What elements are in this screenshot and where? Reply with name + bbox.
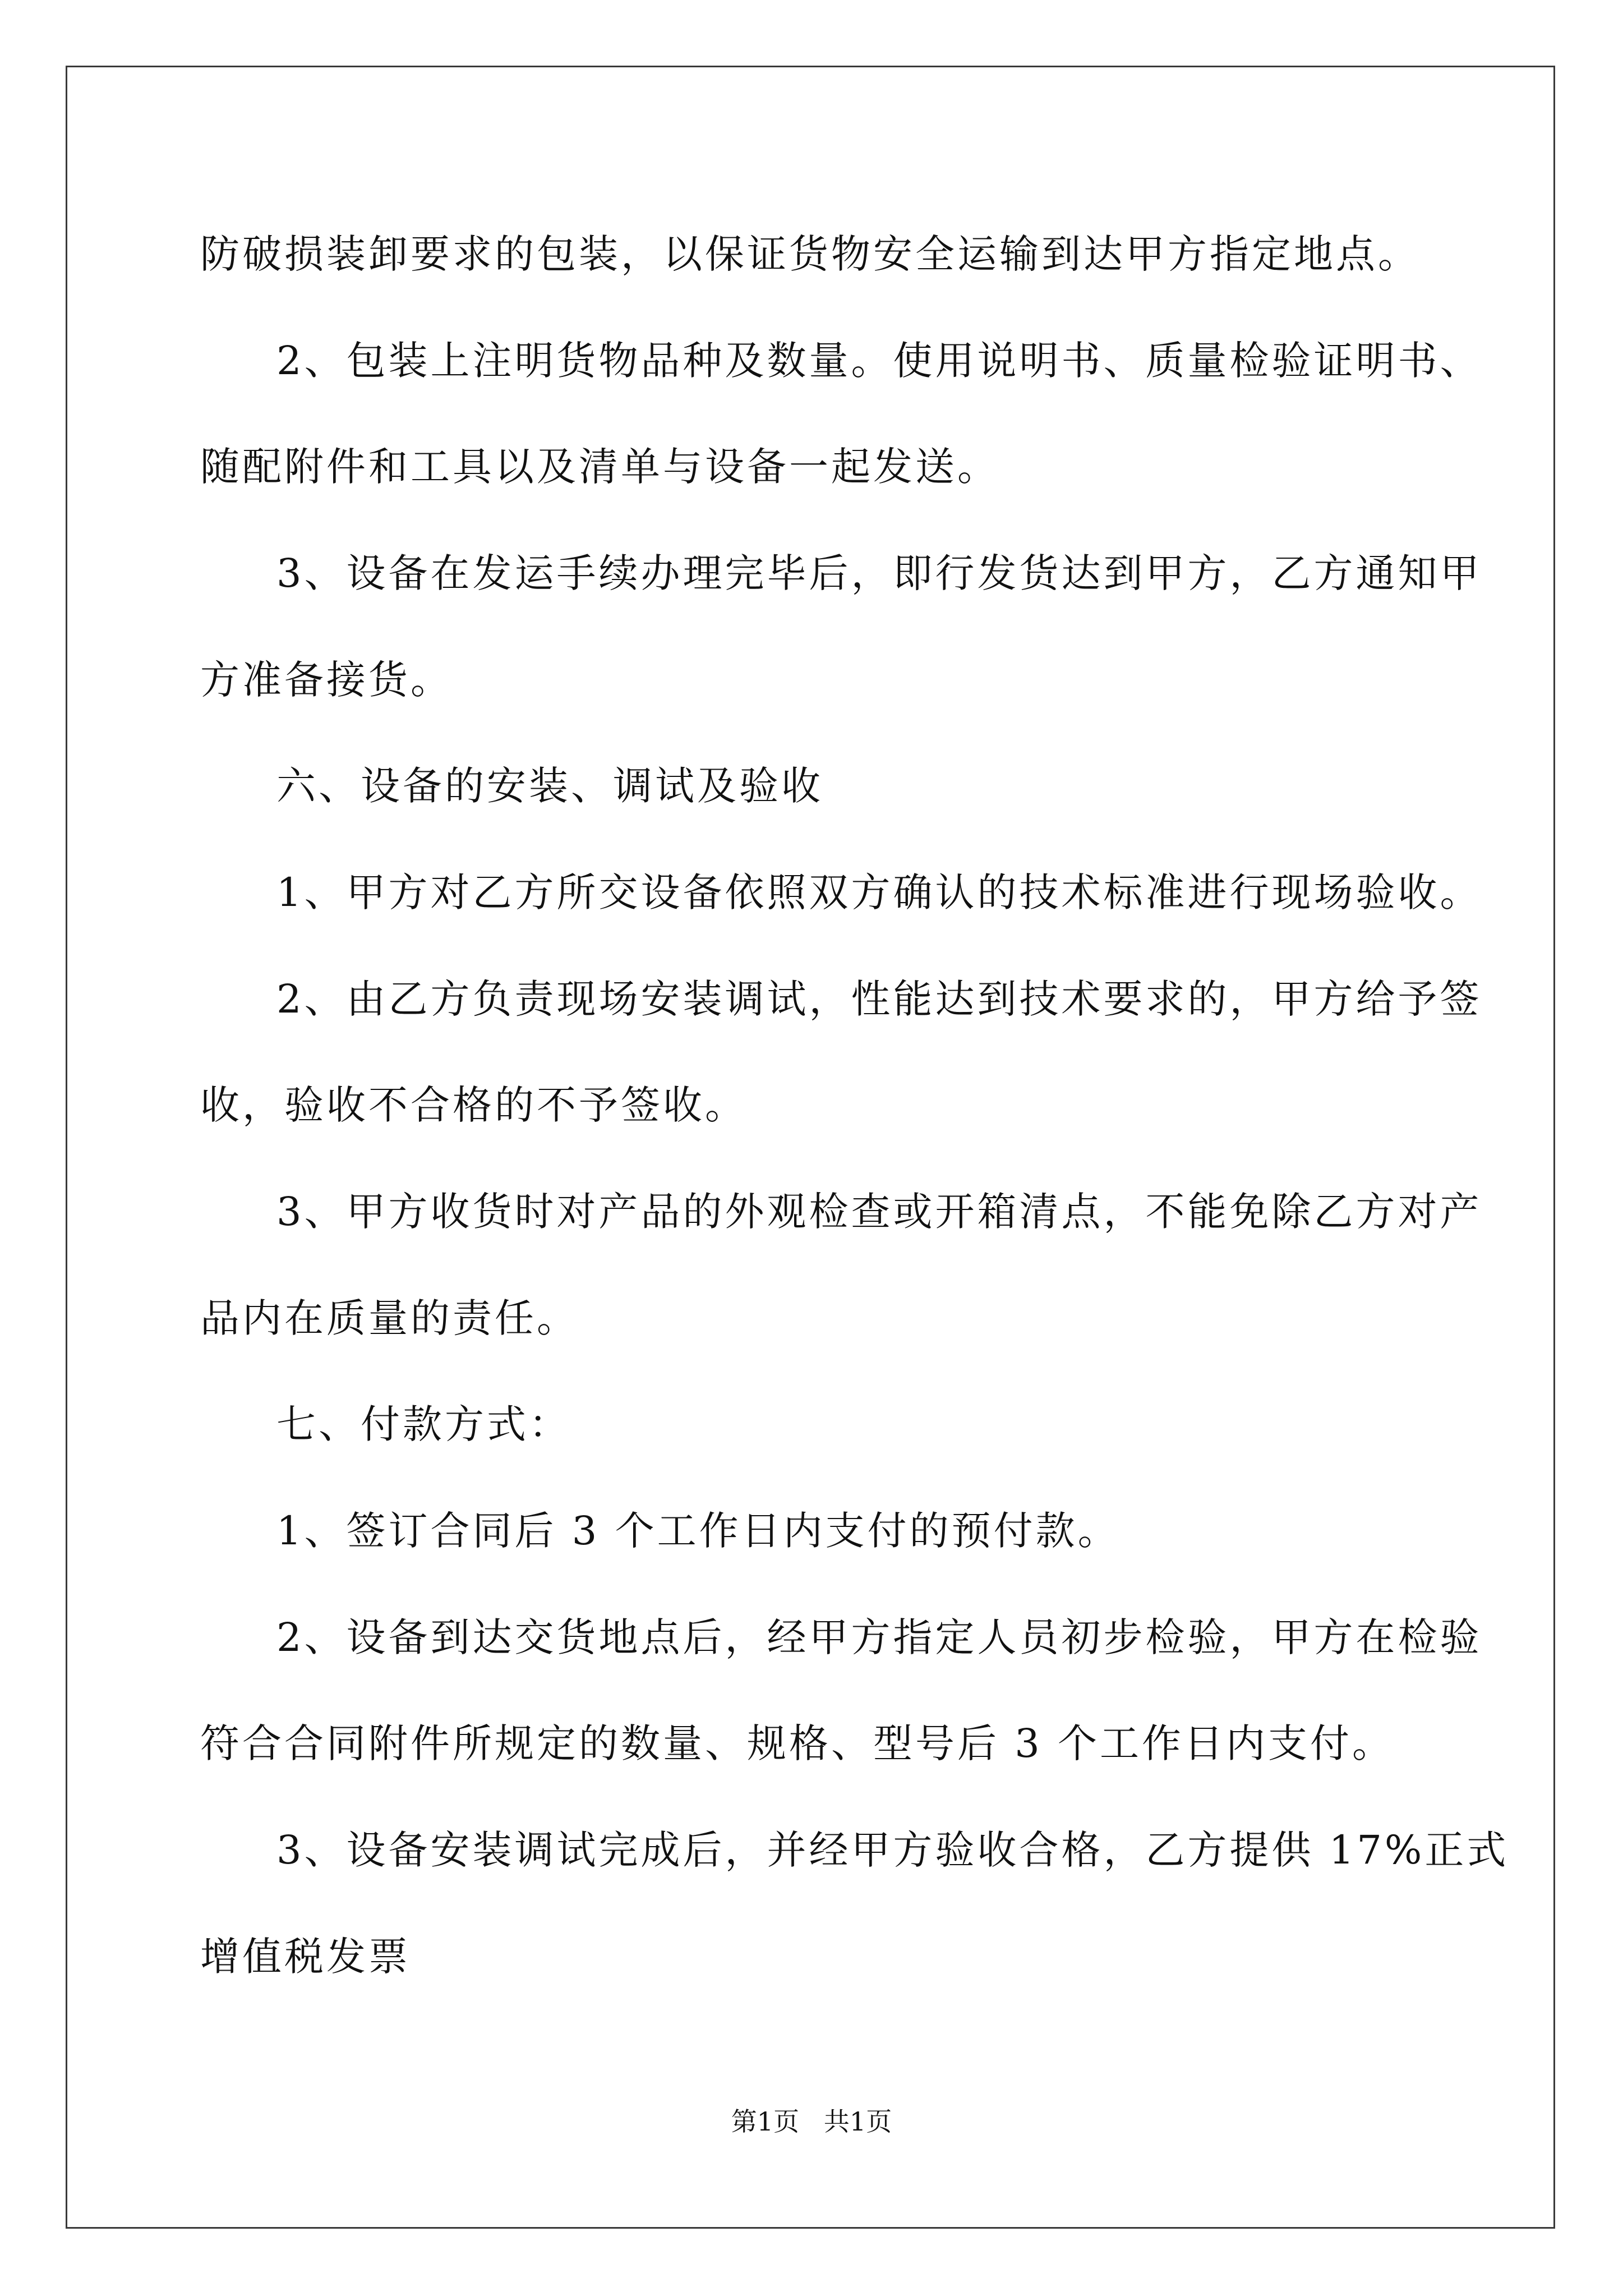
body-line-4: 3、设备在发运手续办理完毕后，即行发货达到甲方，乙方通知甲	[276, 550, 1482, 596]
body-line-15: 符合合同附件所规定的数量、规格、型号后 3 个工作日内支付。	[200, 1720, 1395, 1766]
body-line-1: 防破损装卸要求的包装，以保证货物安全运输到达甲方指定地点。	[200, 231, 1420, 277]
body-line-5: 方准备接货。	[200, 657, 453, 703]
body-line-16: 3、设备安装调试完成后，并经甲方验收合格，乙方提供 17%正式	[276, 1827, 1509, 1873]
body-line-13: 1、签订合同后 3 个工作日内支付的预付款。	[276, 1508, 1120, 1554]
body-line-2: 2、包装上注明货物品种及数量。使用说明书、质量检验证明书、	[276, 338, 1482, 384]
page-border	[66, 66, 1555, 2229]
page-number-footer: 第1页 共1页	[731, 2106, 892, 2137]
body-line-11: 品内在质量的责任。	[200, 1295, 579, 1341]
body-line-14: 2、设备到达交货地点后，经甲方指定人员初步检验，甲方在检验	[276, 1614, 1482, 1660]
body-line-10: 3、甲方收货时对产品的外观检查或开箱清点，不能免除乙方对产	[276, 1189, 1482, 1235]
body-line-7: 1、甲方对乙方所交设备依照双方确认的技术标准进行现场验收。	[276, 869, 1482, 915]
body-line-9: 收，验收不合格的不予签收。	[200, 1082, 747, 1128]
body-line-8: 2、由乙方负责现场安装调试，性能达到技术要求的，甲方给予签	[276, 976, 1482, 1022]
body-line-3: 随配附件和工具以及清单与设备一起发送。	[200, 444, 999, 490]
section-heading-7: 七、付款方式：	[276, 1401, 571, 1447]
body-line-17: 增值税发票	[200, 1934, 411, 1980]
section-heading-6: 六、设备的安装、调试及验收	[276, 763, 823, 809]
